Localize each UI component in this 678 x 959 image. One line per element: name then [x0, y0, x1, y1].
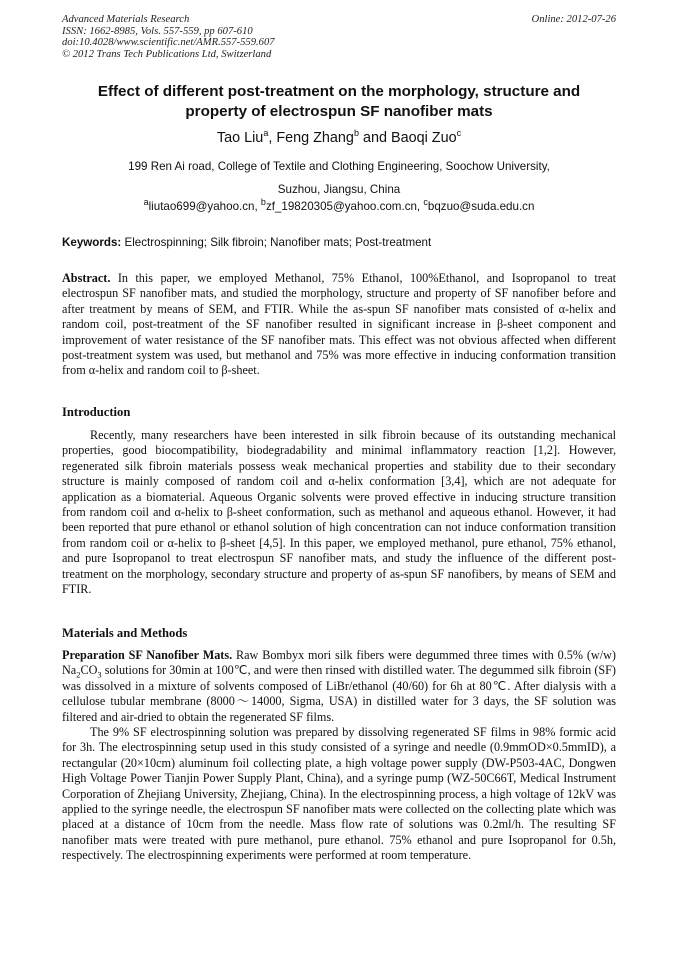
affiliation-line-1: 199 Ren Ai road, College of Textile and Clothing Engineering, Soochow University, — [128, 160, 550, 173]
author-emails — [62, 199, 616, 215]
methods-section — [62, 648, 616, 864]
electrospinning-paragraph: The 9% SF electrospinning solution was prepared by dissolving regenerated SF films in 98% formic acid for 3h. The electrospinning setup used in this study consisted of a syringe and needle (0.9mmOD×0.5mmID), a rectangular (20×10cm) aluminum foil collecting plate, a high voltage power supply (DW-P503-4AC, Dongwen High Voltage Power Tianjin Power Supply Plant, China), and a syringe pump (WZ-50C66T, Medical Instrument Corporation of Zhejiang University, Zhejiang, China). In the electrospinning process, a high voltage of 12kV was applied to the syringe needle, the electrospun SF nanofiber mats were collected on the collecting plate which was placed at a distance of 10cm from the needle. Mass flow rate of solutions was 0.2ml/h. The resulting SF nanofiber mats were treated with pure methanol, pure ethanol. 75% ethanol and pure Isopropanol for 0.5h, respectively. The electrospinning experiments were performed at room temperature. — [62, 725, 616, 863]
online-date: Online: 2012-07-26 — [531, 14, 616, 25]
author-separator: , — [268, 130, 277, 146]
email-mark: b — [260, 197, 266, 208]
author-mark: c — [456, 128, 462, 139]
abstract — [62, 271, 616, 379]
email-mark: c — [423, 197, 428, 208]
intro-heading: Introduction — [62, 405, 131, 419]
author-name: Baoqi Zuo — [390, 130, 457, 146]
author-mark: a — [263, 128, 269, 139]
prep-text: CO — [80, 663, 98, 678]
affiliation-line-2: Suzhou, Jiangsu, China — [277, 183, 401, 196]
affiliation — [62, 155, 616, 201]
prep-label: Preparation SF Nanofiber Mats. — [62, 648, 233, 662]
paper-title — [62, 82, 616, 122]
title-line-2: property of electrospun SF nanofiber mats — [185, 103, 493, 120]
subscript: 2 — [76, 669, 81, 680]
email-link[interactable]: bqzuo@suda.edu.cn — [427, 200, 535, 213]
abstract-text: In this paper, we employed Methanol, 75% Ethanol, 100%Ethanol, and Isopropanol to treat electrospun SF nanofiber mats, and studied the morphology, structure and property of SF nanofiber before and after treatment by means of SEM, and FTIR. While the as-spun SF nanofiber mats consisted of α-helix and random coil, post-treatment of the SF nanofiber resulted in significant increase in β-sheet component and improvement of water resistance of the SF nanofiber mats. This effect was not obvious affected when different post-treatment system was used, but methanol and 75% was more effective in inducing conformation transition from α-helix and random coil to β-sheet. — [62, 271, 616, 378]
keywords — [62, 235, 616, 251]
copyright-line: © 2012 Trans Tech Publications Ltd, Switzerland — [62, 48, 272, 60]
email-mark: a — [143, 197, 149, 208]
prep-text: Raw Bombyx mori silk fibers were degummed three times with 0.5% (w/w) Na — [62, 648, 616, 678]
email-link[interactable]: liutao699@yahoo.cn, — [148, 200, 261, 213]
author-mark: b — [353, 128, 359, 139]
keywords-text: Electrospinning; Silk fibroin; Nanofiber mats; Post-treatment — [121, 236, 432, 249]
author-name: Tao Liu — [216, 130, 264, 146]
doi-line: doi:10.4028/www.scientific.net/AMR.557-559.607 — [62, 37, 275, 49]
methods-heading: Materials and Methods — [62, 626, 188, 640]
journal-name: Advanced Materials Research — [62, 14, 190, 25]
prep-paragraph — [62, 648, 616, 725]
intro-section — [62, 428, 616, 597]
journal-header — [62, 14, 275, 60]
author-separator: and — [358, 130, 391, 146]
keywords-label: Keywords: — [62, 236, 122, 249]
author-list — [62, 129, 616, 147]
email-link[interactable]: zf_19820305@yahoo.com.cn, — [265, 200, 424, 213]
abstract-label: Abstract. — [62, 271, 111, 285]
prep-text: solutions for 30min at 100℃, and were then rinsed with distilled water. The degummed silk fibroin (SF) was dissolved in a mixture of solvents composed of LiBr/ethanol (40/60) for 6h at 80℃. After dialysis with a cellulose tubular membrane (8000～14000, Sigma, USA) in distilled water for 3 days, the SF solution was filtered and air-dried to obtain the regenerated SF films. — [62, 663, 616, 724]
title-line-1: Effect of different post-treatment on the morphology, structure and — [97, 83, 581, 100]
issn-line: ISSN: 1662-8985, Vols. 557-559, pp 607-610 — [62, 25, 253, 37]
intro-paragraph: Recently, many researchers have been interested in silk fibroin because of its outstanding mechanical properties, good biocompatibility, biodegradability and minimal inflammatory reaction [1,2]. However, regenerated silk fibroin materials possess weak mechanical properties and stability due to their secondary structure is mainly composed of random coil and α-helix conformation [3,4], which are not adequate for application as a biomaterial. Aqueous Organic solvents were proved effective in inducing structure transition from random coil and α-helix to β-sheet conformation, such as methanol and aqueous ethanol. However, it had been reported that pure ethanol or ethanol solution of high concentration can not induce conformation transition from random coil or α-helix to β-sheet [4,5]. In this paper, we employed methanol, pure ethanol, 75% ethanol, and pure Isopropanol to treat electrospun SF nanofiber mats, and study the influence of the different post-treatment on the morphology, secondary structure and property of as-spun SF nanofibers, by means of SEM and FTIR. — [62, 428, 616, 597]
subscript: 3 — [97, 669, 102, 680]
author-name: Feng Zhang — [276, 130, 354, 146]
